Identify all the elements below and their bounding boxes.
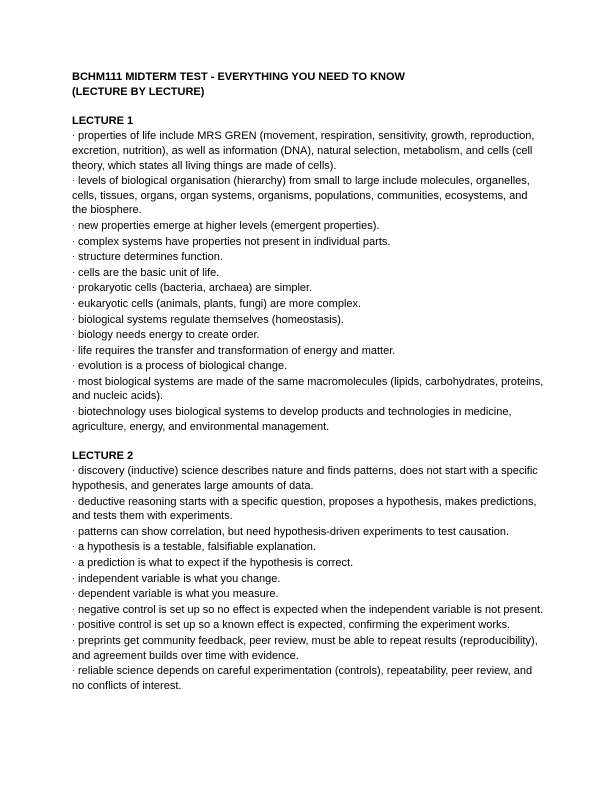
list-item-text: most biological systems are made of the same macromolecules (lipids, carbohydrates, proteins, and nucleic acids).: [72, 375, 544, 403]
list-item: [72, 602, 544, 618]
bullet-icon: ·: [72, 603, 75, 614]
bullet-icon: ·: [72, 557, 75, 567]
bullet-icon: ·: [72, 344, 75, 355]
list-item: [72, 343, 544, 359]
list-item: [72, 571, 544, 587]
bullet-icon: ·: [72, 665, 75, 676]
list-item-text: preprints get community feedback, peer review, must be able to repeat results (reproducibility), and agreement builds over time with evidence.: [72, 634, 538, 662]
section-heading: LECTURE 2: [72, 449, 134, 462]
bullet-icon: ·: [72, 572, 75, 583]
list-item-text: new properties emerge at higher levels (emergent properties).: [78, 219, 380, 232]
document-title: [72, 70, 544, 99]
list-item: [72, 586, 544, 602]
list-item: [72, 494, 544, 524]
bullet-icon: ·: [72, 465, 75, 476]
list-item: [72, 555, 544, 571]
list-item: [72, 463, 544, 493]
section-heading: LECTURE 1: [72, 114, 134, 127]
bullet-icon: ·: [72, 329, 75, 340]
bullet-icon: ·: [72, 297, 75, 308]
list-item-text: negative control is set up so no effect is expected when the independent variable is not present.: [78, 603, 544, 616]
list-item-text: reliable science depends on careful experimentation (controls), repeatability, peer review, and no conflicts of interest.: [72, 665, 533, 692]
list-item-text: biotechnology uses biological systems to develop products and technologies in medicine, agriculture, energy, and environmental management.: [72, 406, 512, 433]
list-item-text: deductive reasoning starts with a specific question, proposes a hypothesis, makes predictions, and tests them with experiments.: [72, 495, 537, 523]
list-item: [72, 312, 544, 328]
list-item-text: complex systems have properties not present in individual parts.: [78, 235, 391, 248]
list-item-text: a hypothesis is a testable, falsifiable explanation.: [78, 541, 316, 554]
list-item-text: positive control is set up so a known effect is expected, confirming the experiment works.: [78, 619, 511, 632]
bullet-icon: ·: [72, 266, 75, 277]
bullet-icon: ·: [72, 219, 75, 230]
list-item: [72, 249, 544, 265]
bullet-icon: ·: [72, 541, 75, 552]
bullet-icon: ·: [72, 282, 75, 293]
bullet-icon: ·: [72, 130, 75, 141]
list-item: [72, 374, 544, 404]
bullet-icon: ·: [72, 375, 75, 386]
list-item-text: independent variable is what you change.: [78, 572, 281, 585]
list-item-text: structure determines function.: [78, 251, 223, 264]
bullet-list: [72, 463, 544, 693]
bullet-icon: ·: [72, 175, 75, 186]
title-line-1: BCHM111 MIDTERM TEST - EVERYTHING YOU NEED TO KNOW: [72, 71, 405, 83]
list-item: [72, 404, 544, 434]
list-item: [72, 524, 544, 540]
list-item: [72, 539, 544, 555]
list-item-text: eukaryotic cells (animals, plants, fungi) are more complex.: [78, 297, 362, 310]
list-item: [72, 128, 544, 173]
list-item-text: levels of biological organisation (hierarchy) from small to large include molecules, organelles, cells, tissues, organs, organ systems, organisms, populations, communities, ecosystems, and the biosphere.: [72, 175, 530, 217]
bullet-list: [72, 128, 544, 434]
bullet-icon: ·: [72, 406, 75, 417]
bullet-icon: ·: [72, 619, 75, 630]
list-item: [72, 617, 544, 633]
list-item-text: cells are the basic unit of life.: [78, 266, 220, 279]
list-item-text: biological systems regulate themselves (homeostasis).: [78, 313, 344, 326]
list-item: [72, 296, 544, 312]
list-item: [72, 633, 544, 663]
list-item-text: dependent variable is what you measure.: [78, 588, 279, 601]
list-item-text: biology needs energy to create order.: [78, 329, 260, 342]
list-item-text: a prediction is what to expect if the hypothesis is correct.: [78, 557, 354, 569]
list-item: [72, 327, 544, 343]
list-item-text: prokaryotic cells (bacteria, archaea) are simpler.: [78, 282, 313, 295]
bullet-icon: ·: [72, 634, 75, 645]
list-item-text: life requires the transfer and transformation of energy and matter.: [78, 344, 396, 357]
list-item-text: properties of life include MRS GREN (movement, respiration, sensitivity, growth, reproduction, excretion, nutrition), as well as information (DNA), natural selection, metabolism, and cells (cell theory, which states all living things are made of cells).: [72, 130, 535, 172]
list-item: [72, 265, 544, 281]
bullet-icon: ·: [72, 313, 75, 324]
title-line-2: (LECTURE BY LECTURE): [72, 85, 205, 98]
list-item: [72, 663, 544, 693]
list-item: [72, 358, 544, 374]
bullet-icon: ·: [72, 251, 75, 262]
list-item-text: evolution is a process of biological change.: [78, 360, 288, 373]
bullet-icon: ·: [72, 588, 75, 599]
bullet-icon: ·: [72, 525, 75, 536]
list-item: [72, 280, 544, 296]
section-lecture-1: [72, 114, 544, 434]
section-lecture-2: [72, 449, 544, 694]
bullet-icon: ·: [72, 235, 75, 246]
list-item-text: discovery (inductive) science describes nature and finds patterns, does not start with a specific hypothesis, and generates large amounts of data.: [72, 465, 538, 493]
list-item: [72, 234, 544, 250]
list-item: [72, 218, 544, 234]
bullet-icon: ·: [72, 495, 75, 506]
list-item: [72, 173, 544, 218]
list-item-text: patterns can show correlation, but need hypothesis-driven experiments to test causation.: [78, 525, 510, 538]
bullet-icon: ·: [72, 360, 75, 371]
